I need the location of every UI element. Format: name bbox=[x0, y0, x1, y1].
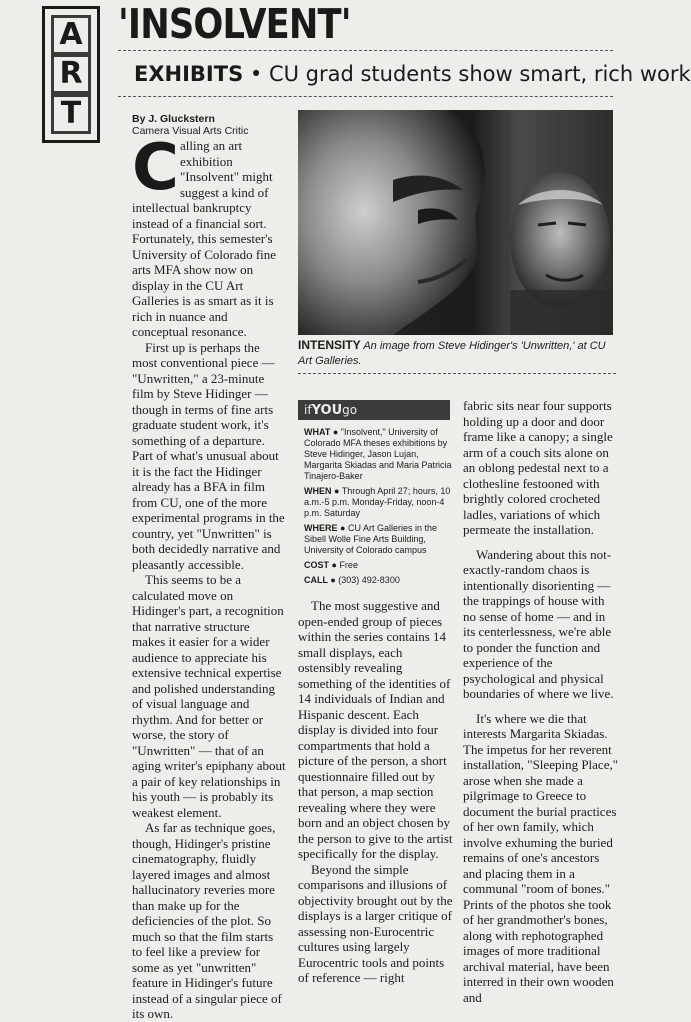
if-you-go-title-if: if bbox=[304, 403, 312, 417]
info-key: CALL ● bbox=[304, 575, 336, 585]
headline: 'INSOLVENT' bbox=[118, 0, 351, 48]
section-letter: T bbox=[54, 97, 88, 131]
drop-cap: C bbox=[132, 131, 179, 205]
caption-label: INTENSITY bbox=[298, 338, 361, 352]
photo-caption bbox=[298, 338, 616, 369]
byline-name: By J. Gluckstern bbox=[132, 113, 215, 125]
info-what bbox=[304, 427, 454, 482]
info-key: WHEN ● bbox=[304, 486, 340, 496]
info-value: "Insolvent," University of Colorado MFA theses exhibitions by Steve Hidinger, Jason Lujan, Margarita Skiadas and Maria Patricia Tinajero-Baker bbox=[304, 427, 452, 481]
article-paragraph: The most suggestive and open-ended group of pieces within the series contains 14 small displays, each ostensibly revealing something of the identities of 14 individuals of Indian and Hispanic descent. Each display is divided into four compartments that hold a picture of the person, a short questionnaire filled out by that person, a map section revealing where they were born and an object chosen by the person to give to the artist specifically for the display. bbox=[298, 598, 453, 861]
subhead bbox=[134, 60, 691, 88]
section-letter: A bbox=[54, 18, 88, 52]
if-you-go-header bbox=[298, 400, 450, 420]
section-label-box bbox=[42, 6, 100, 143]
article-column-3 bbox=[463, 398, 619, 1005]
film-still-image bbox=[298, 110, 613, 335]
caption-text: An image from Steve Hidinger's 'Unwritten,' at CU Art Galleries. bbox=[298, 340, 606, 367]
article-photo bbox=[298, 110, 613, 335]
info-key: WHAT ● bbox=[304, 427, 339, 437]
info-value: Free bbox=[336, 560, 358, 570]
subhead-rule bbox=[118, 96, 613, 97]
if-you-go-title-go: go bbox=[342, 403, 358, 417]
article-paragraph: Beyond the simple comparisons and illusions of objectivity brought out by the displays is a larger critique of assessing non-Eurocentric cultures using largely Eurocentric tools and points of reference — right bbox=[298, 861, 453, 985]
paragraph-text: alling an art exhibition "Insolvent" might suggest a kind of intellectual bankruptcy instead of a financial sort. Fortunately, this semester's University of Colorado fine arts MFA show now on display in the CU Art Galleries is as smart as it is rich in nuance and conceptual resonance. bbox=[132, 138, 277, 339]
article-paragraph: Wandering about this not-exactly-random chaos is intentionally disorienting — the trappings of house with no sense of home — and in its centerlessness, we're able to ponder the function and experience of the psychological and physical boundaries of where we live. bbox=[463, 546, 614, 701]
article-paragraph: As far as technique goes, though, Hidinger's pristine cinematography, fluidly layered images and almost hallucinatory reveries more than make up for the deficiencies of the plot. So much so that the film starts to feel like a preview for some as yet "unwritten" feature in Hidinger's future instead of a singular piece of its own. bbox=[132, 820, 282, 1021]
article-paragraph: fabric sits near four supports holding up a door and door frame like a canopy; a single arm of a couch sits alone on an oblong pedestal next to a clothesline festooned with brightly colored crocheted ladles, variations of which permeate the installation. bbox=[463, 398, 613, 537]
article-column-2 bbox=[298, 598, 453, 986]
info-key: COST ● bbox=[304, 560, 337, 570]
section-label-inner bbox=[51, 15, 91, 134]
info-value: Through April 27; hours, 10 a.m.-5 p.m. Monday-Friday, noon-4 p.m. Saturday bbox=[304, 486, 451, 518]
byline-role: Camera Visual Arts Critic bbox=[132, 125, 249, 137]
info-where bbox=[304, 523, 454, 556]
subhead-text: • CU grad students show smart, rich work bbox=[243, 62, 691, 86]
info-cost bbox=[304, 560, 454, 571]
article-paragraph: This seems to be a calculated move on Hidinger's part, a recognition that narrative structure makes it easier for a wider audience to appreciate his extensive technical expertise and polished understanding of visual language and rhythm. And for better or worse, the story of "Unwritten" — that of an aging writer's epiphany about a pair of key relationships in his youth — is probably its weakest element. bbox=[132, 572, 286, 820]
article-paragraph: First up is perhaps the most conventional piece — "Unwritten," a 23-minute film by Steve Hidinger — though in terms of fine arts graduate student work, it's something of a departure. Part of what's unusual about it is the fact the Hidinger already has a BFA in film from CU, one of the more experimental programs in the country, yet "Unwritten" is both decidedly narrative and pleasantly accessible. bbox=[132, 339, 285, 572]
if-you-go-info bbox=[304, 427, 454, 590]
info-value: (303) 492-8300 bbox=[335, 575, 400, 585]
subhead-kicker: EXHIBITS bbox=[134, 62, 244, 86]
info-when bbox=[304, 486, 454, 519]
caption-rule bbox=[298, 373, 616, 374]
headline-rule bbox=[118, 50, 613, 51]
info-key: WHERE ● bbox=[304, 523, 346, 533]
section-letter: R bbox=[54, 57, 88, 91]
article-paragraph: It's where we die that interests Margarita Skiadas. The impetus for her reverent installation, "Sleeping Place," arose when she made a pilgrimage to Greece to document the burial practices of her own family, which involve exhuming the buried remains of one's ancestors and placing them in a communal "room of bones." Prints of the photos she took of her grandmother's bones, along with rephotographed images of more traditional archival material, have been interred in their own wooden and bbox=[463, 710, 619, 1005]
info-call bbox=[304, 575, 454, 586]
if-you-go-title-you: YOU bbox=[311, 403, 343, 418]
info-value: CU Art Galleries in the Sibell Wolle Fine Arts Building, University of Colorado campus bbox=[304, 523, 437, 555]
